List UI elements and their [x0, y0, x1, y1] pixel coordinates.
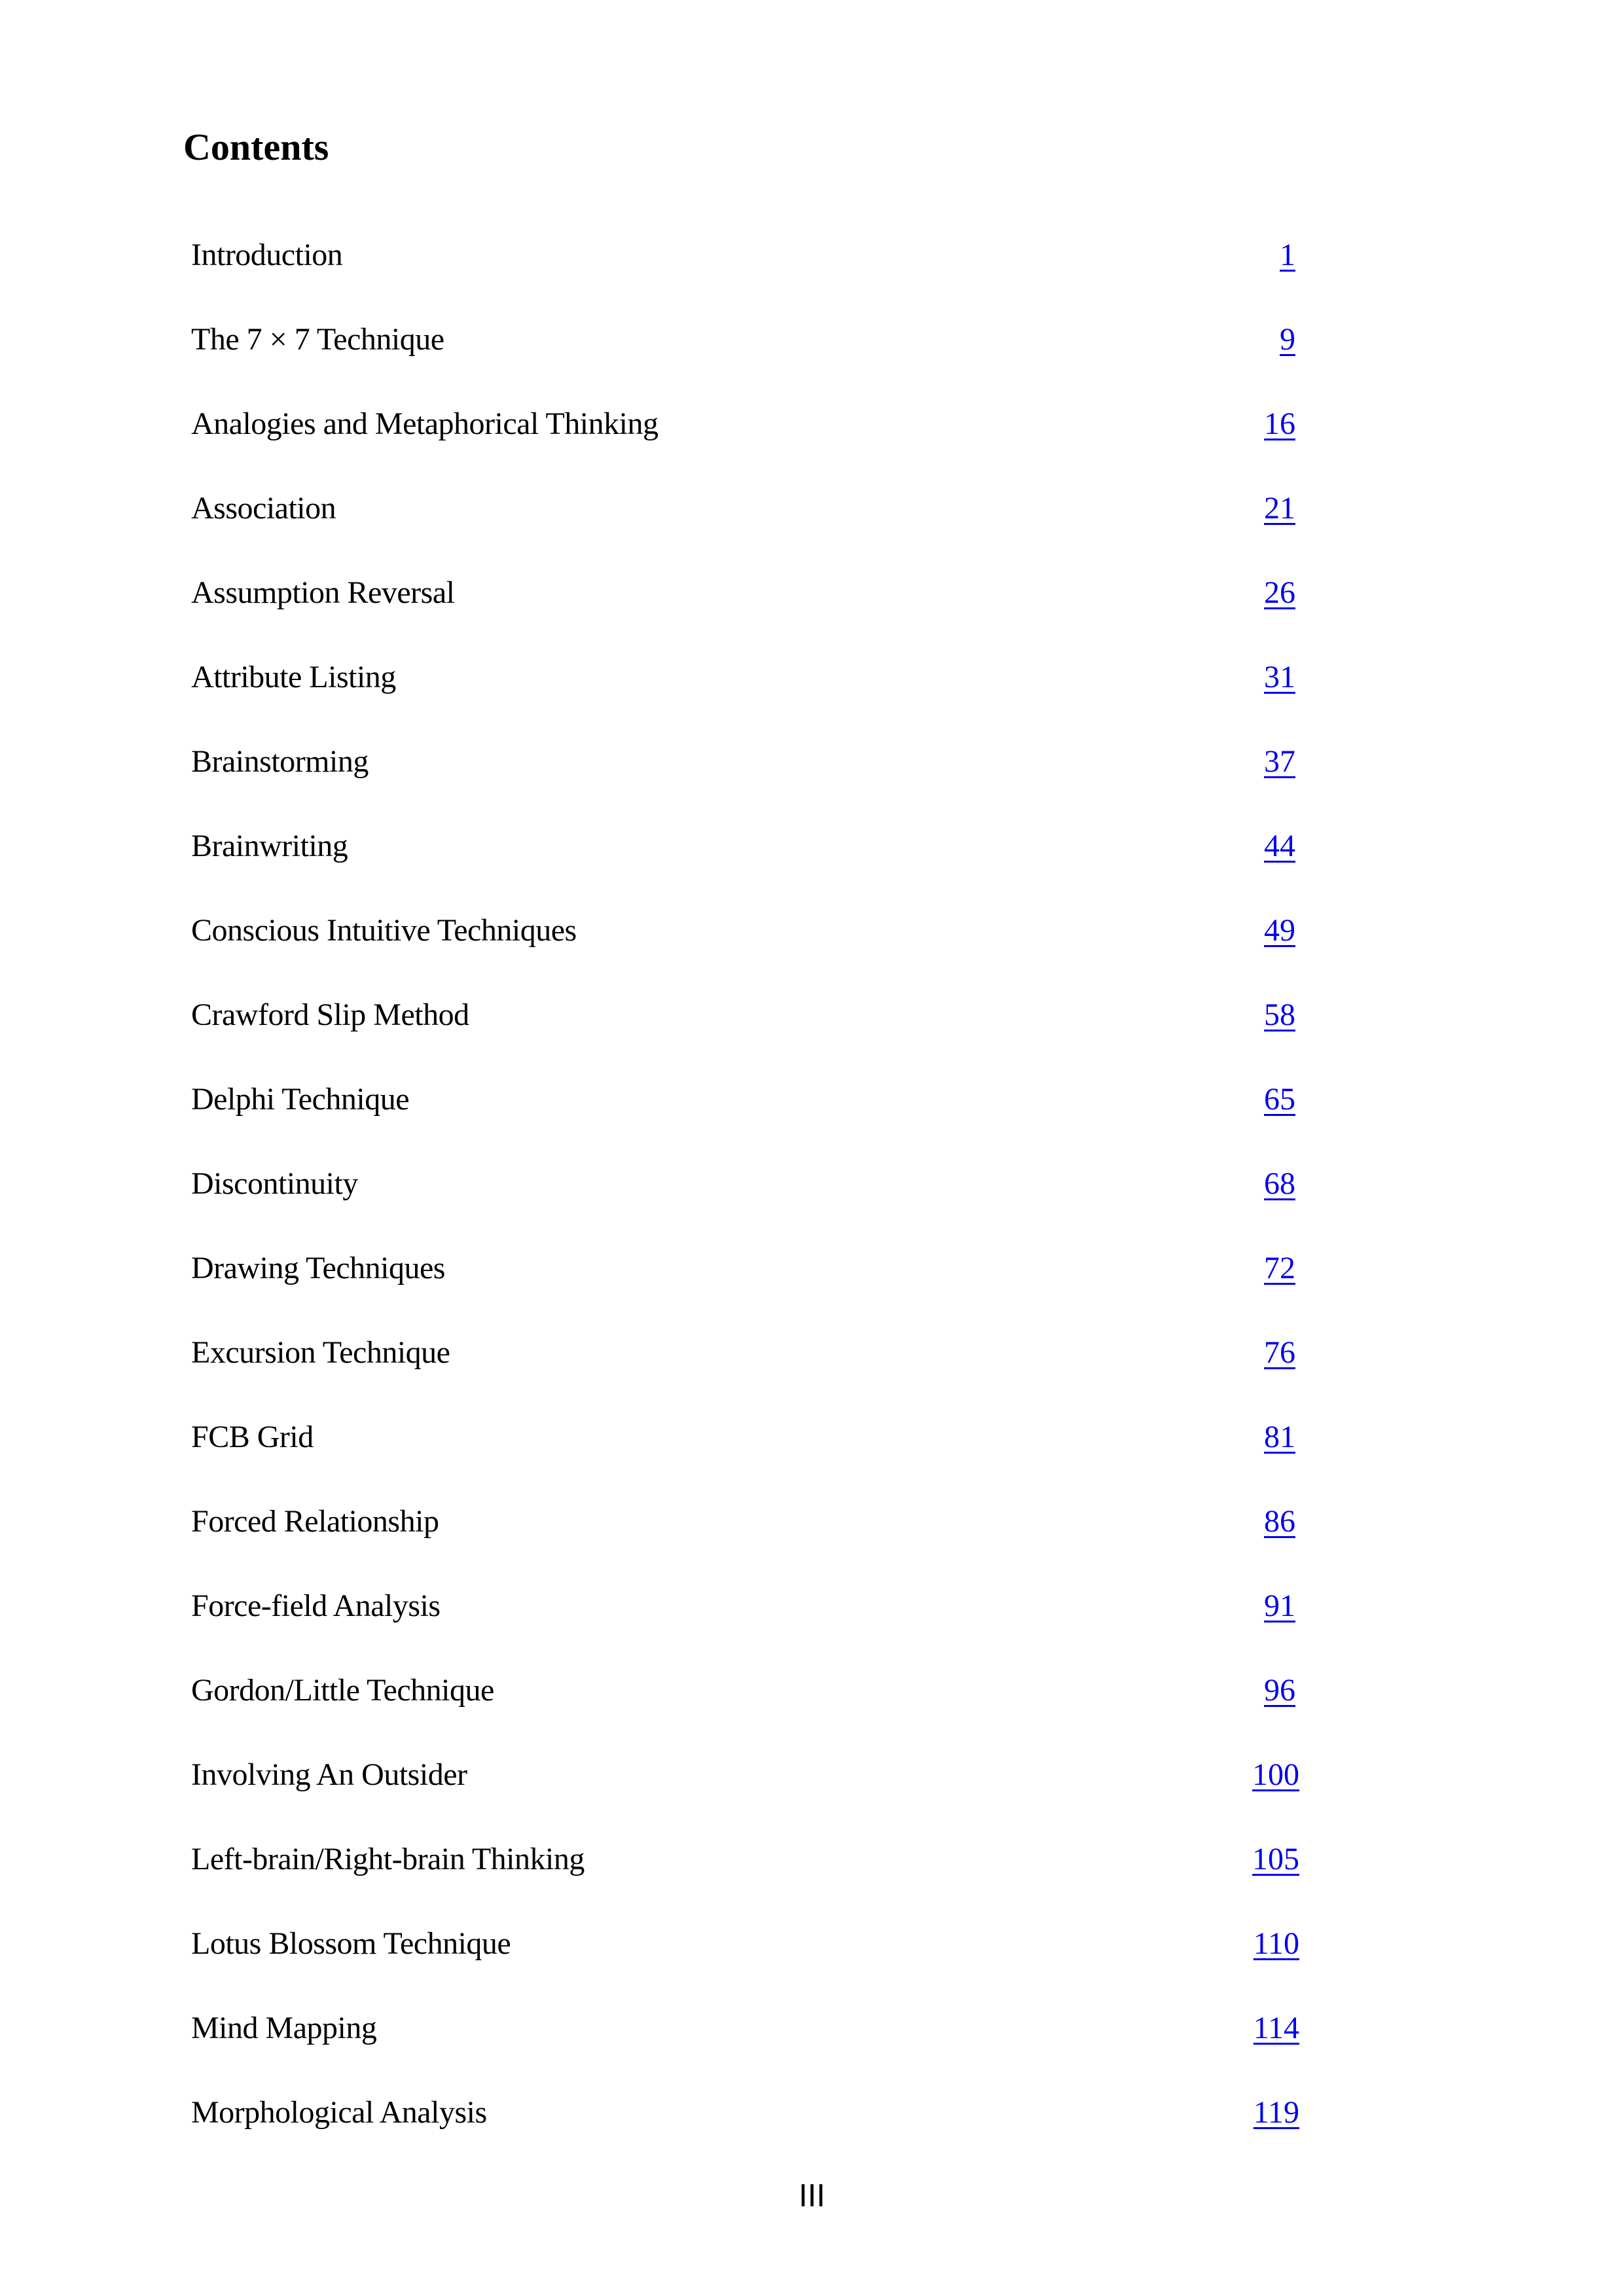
toc-entry-title: Brainwriting — [191, 829, 348, 863]
toc-page-link[interactable]: 1 — [1280, 238, 1295, 272]
toc-entry-attribute-listing — [191, 658, 1307, 742]
toc-page-link[interactable]: 81 — [1264, 1420, 1295, 1454]
toc-entry-gordon-little — [191, 1671, 1307, 1755]
toc-entry-title: Brainstorming — [191, 744, 369, 779]
toc-page-link[interactable]: 37 — [1264, 744, 1295, 779]
toc-entry-mind-mapping — [191, 2009, 1307, 2093]
toc-entry-forced-relationship — [191, 1502, 1307, 1587]
toc-page-link[interactable]: 31 — [1264, 660, 1295, 694]
toc-entry-title: Involving An Outsider — [191, 1757, 467, 1792]
toc-entry-involving-outsider — [191, 1755, 1307, 1840]
toc-entry-title: Lotus Blossom Technique — [191, 1926, 511, 1961]
toc-entry-title: Force-field Analysis — [191, 1588, 441, 1623]
toc-page-link[interactable]: 110 — [1253, 1926, 1299, 1961]
toc-entry-title: Assumption Reversal — [191, 575, 455, 610]
toc-entry-brainwriting — [191, 827, 1307, 911]
toc-entry-left-right-brain — [191, 1840, 1307, 1924]
toc-entry-title: Attribute Listing — [191, 660, 396, 694]
toc-entry-title: Morphological Analysis — [191, 2095, 487, 2130]
toc-page-link[interactable]: 58 — [1264, 997, 1295, 1032]
toc-entry-title: Crawford Slip Method — [191, 997, 469, 1032]
toc-entry-discontinuity — [191, 1164, 1307, 1249]
toc-entry-association — [191, 489, 1307, 573]
toc-entry-delphi — [191, 1080, 1307, 1164]
page-title: Contents — [183, 126, 329, 168]
toc-entry-analogies — [191, 404, 1307, 489]
toc-entry-brainstorming — [191, 742, 1307, 827]
toc-page-link[interactable]: 86 — [1264, 1504, 1295, 1539]
toc-page-link[interactable]: 16 — [1264, 406, 1295, 441]
toc-entry-lotus-blossom — [191, 1924, 1307, 2009]
toc-page-link[interactable]: 26 — [1264, 575, 1295, 610]
toc-entry-assumption-reversal — [191, 573, 1307, 658]
toc-page-link[interactable]: 49 — [1264, 913, 1295, 948]
toc-page-link[interactable]: 91 — [1264, 1588, 1295, 1623]
toc-entry-title: Mind Mapping — [191, 2011, 377, 2045]
toc-entry-7x7-technique — [191, 320, 1307, 404]
toc-page-link[interactable]: 114 — [1253, 2011, 1299, 2045]
toc-entry-morphological-analysis — [191, 2093, 1307, 2178]
toc-page-link[interactable]: 65 — [1264, 1082, 1295, 1117]
toc-entry-title: Drawing Techniques — [191, 1251, 445, 1285]
toc-page-link[interactable]: 44 — [1264, 829, 1295, 863]
toc-entry-title: The 7 × 7 Technique — [191, 322, 444, 357]
toc-entry-conscious-intuitive — [191, 911, 1307, 996]
toc-entry-title: Conscious Intuitive Techniques — [191, 913, 577, 948]
toc-entry-crawford-slip — [191, 996, 1307, 1080]
toc-entry-fcb-grid — [191, 1418, 1307, 1502]
toc-entry-title: Analogies and Metaphorical Thinking — [191, 406, 659, 441]
toc-page-link[interactable]: 105 — [1252, 1842, 1299, 1876]
toc-entry-excursion — [191, 1333, 1307, 1418]
toc-page-link[interactable]: 96 — [1264, 1673, 1295, 1708]
toc-entry-title: Delphi Technique — [191, 1082, 409, 1117]
toc-page-link[interactable]: 9 — [1280, 322, 1295, 357]
toc-entry-title: Left-brain/Right-brain Thinking — [191, 1842, 585, 1876]
toc-entry-title: FCB Grid — [191, 1420, 314, 1454]
toc-page-link[interactable]: 119 — [1253, 2095, 1299, 2130]
toc-page-link[interactable]: 21 — [1264, 491, 1295, 526]
toc-entry-title: Association — [191, 491, 336, 526]
toc-page-link[interactable]: 76 — [1264, 1335, 1295, 1370]
toc-entry-title: Excursion Technique — [191, 1335, 450, 1370]
toc-entry-title: Gordon/Little Technique — [191, 1673, 494, 1708]
toc-entry-introduction — [191, 236, 1307, 320]
toc-entry-title: Forced Relationship — [191, 1504, 439, 1539]
toc-entry-title: Introduction — [191, 238, 343, 272]
toc-entry-drawing-techniques — [191, 1249, 1307, 1333]
table-of-contents — [191, 236, 1307, 2178]
toc-page-link[interactable]: 68 — [1264, 1166, 1295, 1201]
toc-entry-force-field — [191, 1587, 1307, 1671]
toc-entry-title: Discontinuity — [191, 1166, 358, 1201]
footer-page-number: III — [799, 2178, 825, 2214]
toc-page-link[interactable]: 100 — [1252, 1757, 1299, 1792]
toc-page-link[interactable]: 72 — [1264, 1251, 1295, 1285]
